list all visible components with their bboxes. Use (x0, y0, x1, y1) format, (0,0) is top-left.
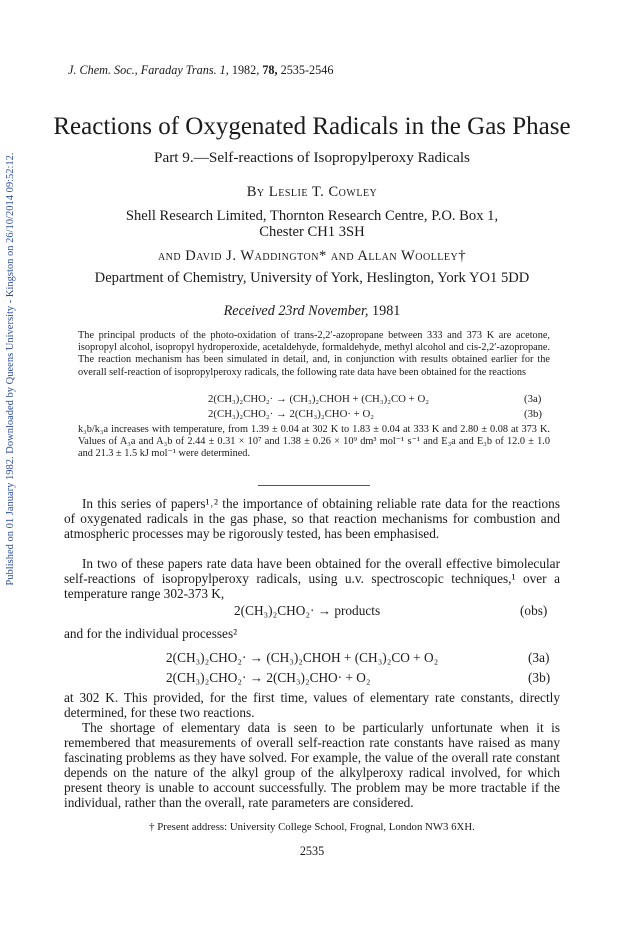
body-paragraph-2b: and for the individual processes² (64, 626, 238, 641)
abstract-equation-3b: 2(CH₃)₂CHO₂· → 2(CH₃)₂CHO· + O₂ (208, 408, 375, 420)
page-number: 2535 (299, 844, 325, 858)
citation-volume: 78, (262, 63, 278, 77)
abstract-paragraph: The principal products of the photo-oxidation of trans-2,2′-azopropane between 333 and 373 K are acetone, isopropyl alcohol, isopropyl hydroperoxide, acetaldehyde, formaldehyde, methyl alcohol and cis-2,2′-azopropane. The reaction mechanism has been simulated in detail, and, in conjunction with results obtained earlier for the overall self-reaction of isopropylperoxy radicals, the following rate data have been obtained for the reactions (78, 330, 550, 378)
abstract-equation-3a: 2(CH₃)₂CHO₂· → (CH₃)₂CHOH + (CH₃)₂CO + O₂ (208, 393, 430, 405)
author-line-2: and David J. Waddington* and Allan Woolley† (157, 248, 467, 264)
affiliation-2: Department of Chemistry, University of York, Heslington, York YO1 5DD (94, 270, 530, 286)
author-line-1: By Leslie T. Cowley (246, 184, 378, 200)
equation-3b: 2(CH₃)₂CHO₂· → 2(CH₃)₂CHO· + O₂ (166, 670, 371, 685)
affiliation-1-line-1: Shell Research Limited, Thornton Research Centre, P.O. Box 1, (125, 208, 499, 224)
paper-subtitle: Part 9.—Self-reactions of Isopropylperoxy Radicals (154, 149, 470, 166)
equation-obs-label: (obs) (520, 603, 548, 618)
equation-3b-label: (3b) (528, 670, 551, 685)
equation-3a: 2(CH₃)₂CHO₂· → (CH₃)₂CHOH + (CH₃)₂CO + O₂ (166, 650, 439, 665)
body-paragraph-1: In this series of papers¹˒² the importance of obtaining reliable rate data for the reactions of oxygenated radicals in the gas phase, so that reaction mechanisms for combustion and atmospheric processes may be rigorously tested, has been emphasised. (64, 496, 560, 541)
abstract-equation-3a-label: (3a) (524, 393, 542, 405)
received-date (0, 303, 624, 320)
received-text: Received 23rd November, (223, 303, 369, 319)
body-paragraph-2c: at 302 K. This provided, for the first time, values of elementary rate constants, directly determined, for these two reactions. (64, 690, 560, 720)
abstract-equation-3b-label: (3b) (524, 408, 542, 420)
received-year: 1981 (372, 303, 401, 319)
equation-obs: 2(CH₃)₂CHO₂· → products (234, 603, 381, 618)
footnote: † Present address: University College School, Frognal, London NW3 6XH. (149, 821, 475, 833)
paper-title: Reactions of Oxygenated Radicals in the Gas Phase (53, 113, 571, 140)
journal-name: J. Chem. Soc., Faraday Trans. 1, (68, 63, 229, 77)
abstract-conclusion: k₃b/k₃a increases with temperature, from 1.39 ± 0.04 at 302 K to 1.83 ± 0.04 at 333 K and 2.80 ± 0.08 at 373 K. Values of A₃a and A₃b of 2.44 ± 0.31 × 10⁷ and 1.38 ± 0.26 × 10⁹ dm³ mol⁻¹ s⁻¹ and E₃a and E₃b of 12.0 ± 1.0 and 21.3 ± 1.5 kJ mol⁻¹ were determined. (78, 424, 550, 460)
equation-3a-label: (3a) (528, 650, 550, 665)
download-notice: Published on 01 January 1982. Downloaded by Queens University - Kingston on 26/10/2014 09:52:12. (5, 152, 16, 586)
section-divider (258, 485, 370, 486)
affiliation-1-line-2: Chester CH1 3SH (259, 224, 365, 240)
body-paragraph-3: The shortage of elementary data is seen to be particularly unfortunate when it is remembered that measurements of overall self-reaction rate constants have raised as many fascinating problems as they have solved. For example, the value of the overall rate constant depends on the nature of the alkyl group of the alkylperoxy radical involved, for which present theory is unable to account successfully. The problem may be more tractable if the individual, rather than the overall, rate parameters are considered. (64, 720, 560, 810)
citation-pages: 2535-2546 (280, 63, 334, 77)
journal-citation (68, 63, 333, 78)
citation-year: 1982, (231, 63, 260, 77)
body-paragraph-2: In two of these papers rate data have been obtained for the overall effective bimolecular self-reactions of isopropylperoxy radicals, using u.v. spectroscopic techniques,¹ over a temperature range 302-373 K, (64, 556, 560, 601)
